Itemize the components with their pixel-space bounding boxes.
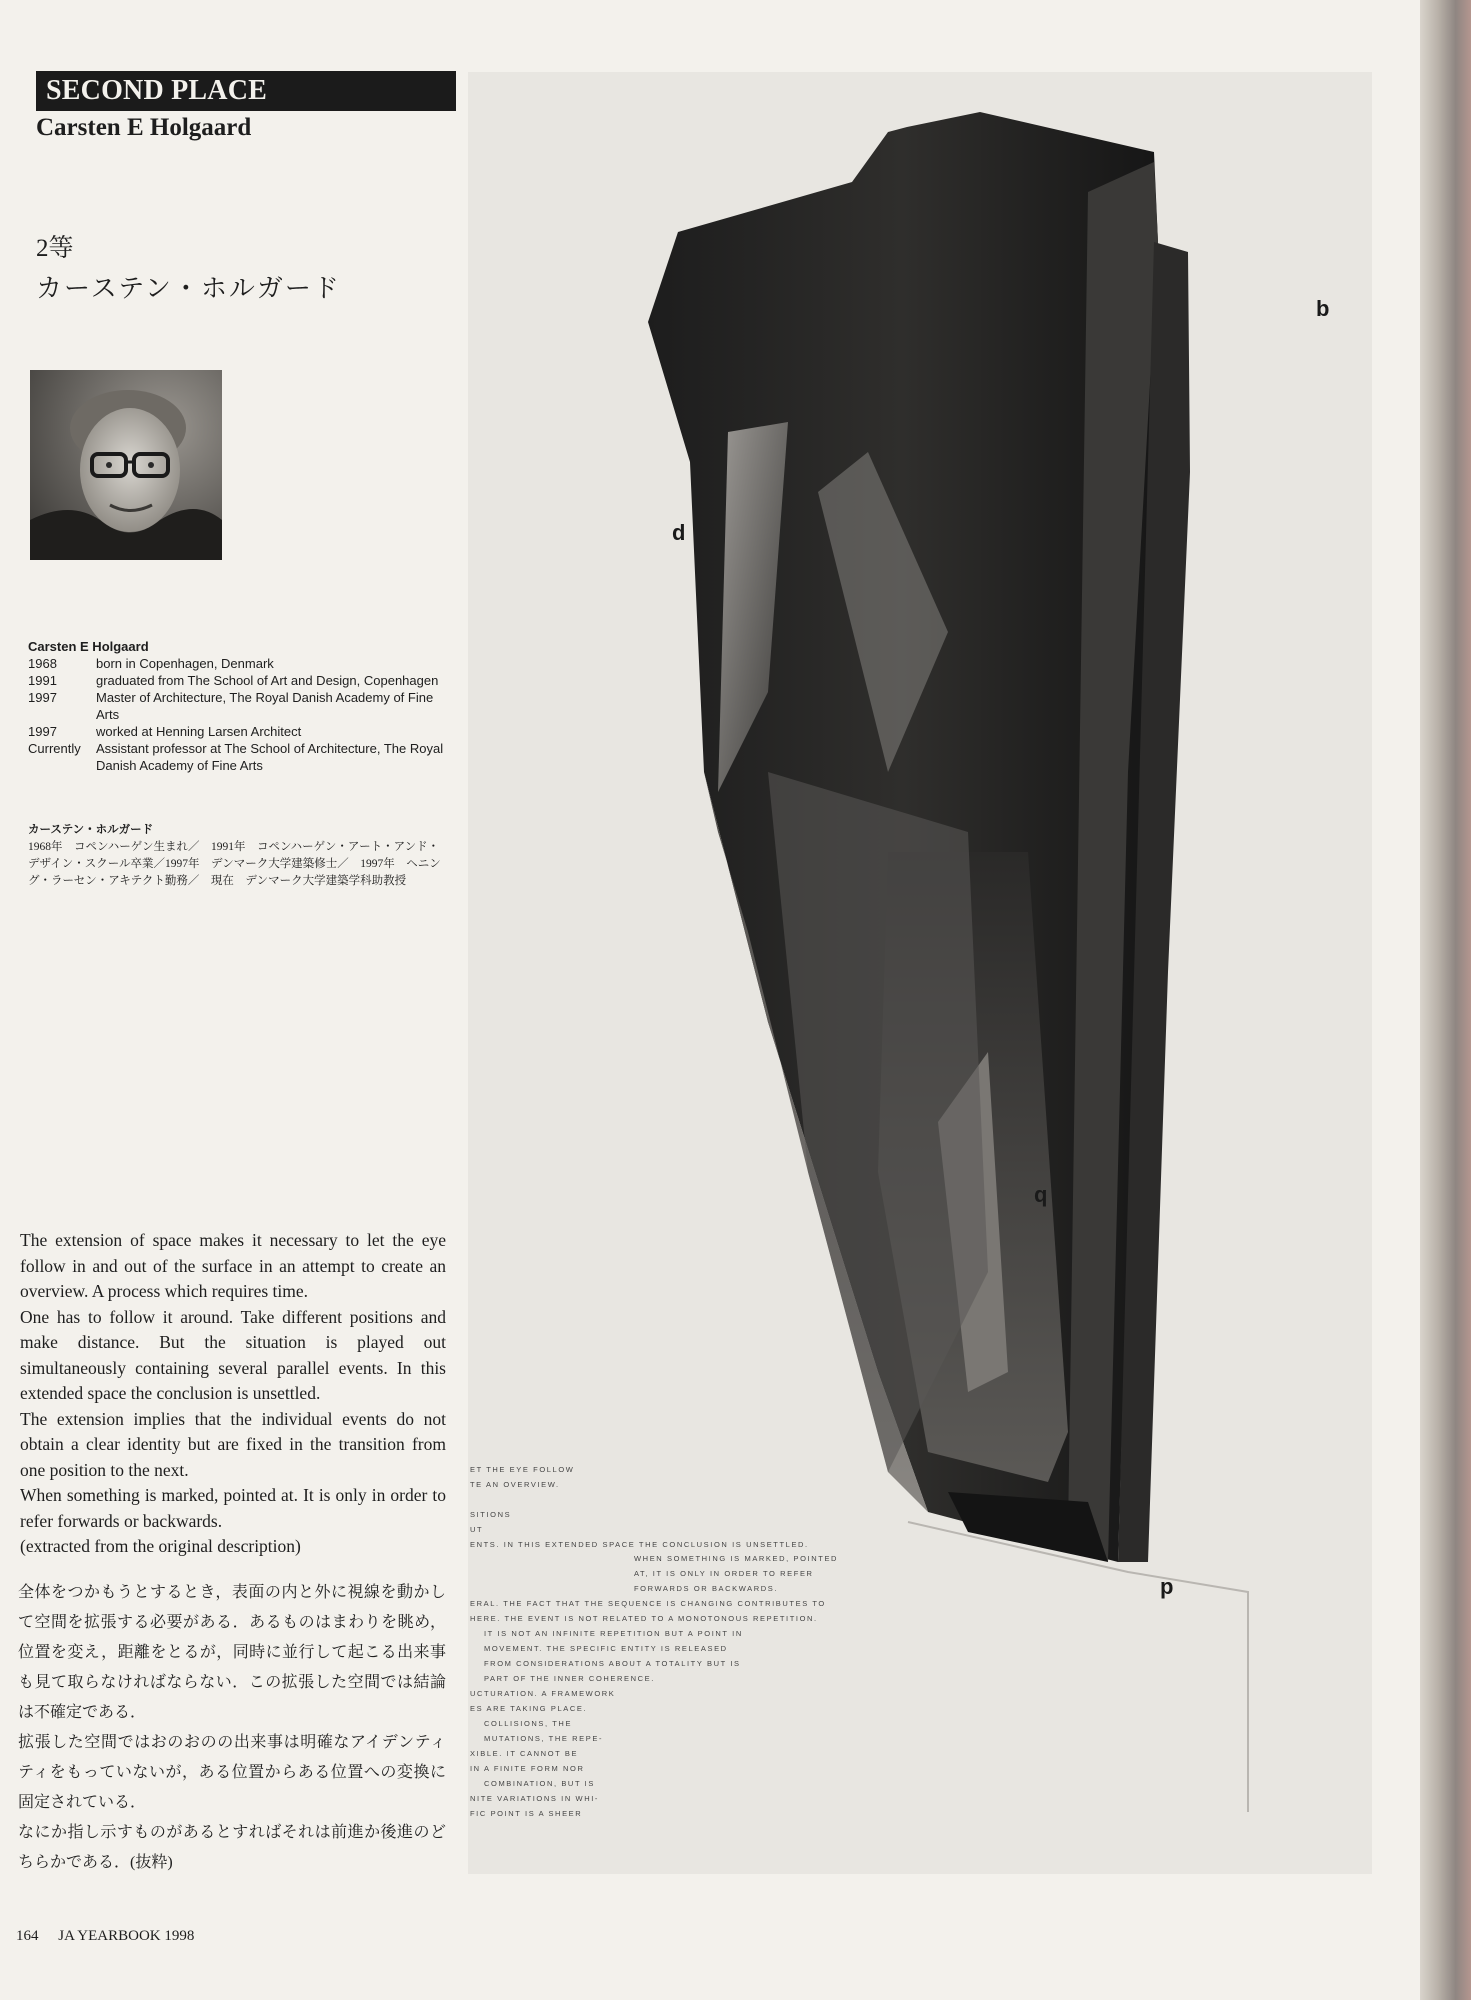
label-d: d bbox=[672, 520, 686, 545]
portrait-photo bbox=[30, 370, 222, 560]
artwork-image bbox=[468, 72, 1372, 1874]
biography-en bbox=[28, 638, 448, 774]
caption-line: FROM CONSIDERATIONS ABOUT A TOTALITY BUT IS bbox=[484, 1659, 741, 1668]
caption-line: WHEN SOMETHING IS MARKED, POINTED bbox=[634, 1554, 839, 1563]
essay-paragraph: The extension implies that the individual events do not obtain a clear identity but are fixed in the transition from one position to the next. bbox=[20, 1408, 446, 1480]
bio-row bbox=[28, 672, 448, 689]
caption-line: FORWARDS OR BACKWARDS. bbox=[634, 1584, 779, 1593]
bio-row bbox=[28, 723, 448, 740]
caption-line: MOVEMENT. THE SPECIFIC ENTITY IS RELEASED bbox=[484, 1644, 728, 1653]
label-b: b bbox=[1316, 296, 1330, 321]
book-binding bbox=[1420, 0, 1471, 2000]
page-footer bbox=[16, 1928, 194, 1945]
caption-line: COMBINATION, BUT IS bbox=[484, 1779, 595, 1788]
caption-line: ET THE EYE FOLLOW bbox=[470, 1465, 575, 1474]
caption-line: MUTATIONS, THE REPE- bbox=[484, 1734, 604, 1743]
essay-jp-paragraph: なにか指し示すものがあるとすればそれは前進か後進のどちらかである．(抜粋) bbox=[18, 1824, 446, 1871]
biography-jp bbox=[28, 822, 448, 890]
architect-name-jp: カーステン・ホルガード bbox=[36, 274, 341, 303]
label-q: q bbox=[1034, 1182, 1048, 1207]
caption-line: ERAL. THE FACT THAT THE SEQUENCE IS CHANGING CONTRIBUTES TO bbox=[470, 1599, 826, 1608]
caption-line: HERE. THE EVENT IS NOT RELATED TO A MONOTONOUS REPETITION. bbox=[470, 1614, 818, 1623]
caption-line: PART OF THE INNER COHERENCE. bbox=[484, 1674, 655, 1683]
caption-line: ENTS. IN THIS EXTENDED SPACE THE CONCLUSION IS UNSETTLED. bbox=[470, 1540, 809, 1549]
bio-year: Currently bbox=[28, 741, 81, 756]
caption-line: UCTURATION. A FRAMEWORK bbox=[470, 1689, 616, 1698]
caption-line: COLLISIONS, THE bbox=[484, 1719, 573, 1728]
award-badge: SECOND PLACE bbox=[36, 71, 456, 111]
bio-text: worked at Henning Larsen Architect bbox=[96, 724, 302, 739]
essay-paragraph: (extracted from the original description) bbox=[20, 1536, 301, 1556]
bio-text: Master of Architecture, The Royal Danish Academy of Fine Arts bbox=[96, 690, 434, 722]
caption-line: AT, IT IS ONLY IN ORDER TO REFER bbox=[634, 1569, 814, 1578]
caption-line: IT IS NOT AN INFINITE REPETITION BUT A POINT IN bbox=[484, 1629, 743, 1638]
bio-jp-title: カーステン・ホルガード bbox=[28, 824, 154, 836]
essay-jp bbox=[18, 1578, 446, 1878]
portrait-icon bbox=[30, 370, 222, 560]
essay-paragraph: When something is marked, pointed at. It is only in order to refer forwards or backwards. bbox=[20, 1485, 446, 1531]
caption-line: ES ARE TAKING PLACE. bbox=[470, 1704, 588, 1713]
caption-line: UT bbox=[470, 1525, 484, 1534]
bio-row bbox=[28, 689, 448, 723]
caption-line: SITIONS bbox=[470, 1510, 512, 1519]
caption-line: IN A FINITE FORM NOR bbox=[470, 1764, 585, 1773]
caption-line: TE AN OVERVIEW. bbox=[470, 1480, 560, 1489]
essay-paragraph: The extension of space makes it necessary to let the eye follow in and out of the surface in an attempt to create an overview. A process which requires time. bbox=[20, 1230, 446, 1301]
label-p: p bbox=[1160, 1574, 1174, 1599]
caption-line: NITE VARIATIONS IN WHI- bbox=[470, 1794, 600, 1803]
essay-paragraph: One has to follow it around. Take different positions and make distance. But the situation is played out simultaneously containing several parallel events. In this extended space the conclusion is unsettled. bbox=[20, 1306, 446, 1403]
publication-title: JA YEARBOOK 1998 bbox=[58, 1928, 195, 1944]
bio-title: Carsten E Holgaard bbox=[28, 639, 149, 654]
page-number: 164 bbox=[16, 1928, 39, 1944]
bio-row bbox=[28, 740, 448, 774]
caption-line: FIC POINT IS A SHEER bbox=[470, 1809, 583, 1818]
bio-year: 1997 bbox=[28, 690, 57, 705]
bio-year: 1997 bbox=[28, 724, 57, 739]
bio-text: graduated from The School of Art and Design, Copenhagen bbox=[96, 673, 439, 688]
essay-jp-paragraph: 拡張した空間ではおのおのの出来事は明確なアイデンティティをもっていないが，ある位置からある位置への変換に固定されている． bbox=[18, 1734, 446, 1811]
bio-row bbox=[28, 655, 448, 672]
bio-year: 1968 bbox=[28, 656, 57, 671]
essay-en bbox=[20, 1228, 446, 1560]
rank-jp: 2等 bbox=[36, 235, 74, 262]
bio-text: Assistant professor at The School of Architecture, The Royal Danish Academy of Fine Arts bbox=[96, 741, 444, 773]
caption-line: XIBLE. IT CANNOT BE bbox=[470, 1749, 579, 1758]
bio-text: born in Copenhagen, Denmark bbox=[96, 656, 274, 671]
bio-jp-text: 1968年 コペンハーゲン生まれ／ 1991年 コペンハーゲン・アート・アンド・デザイン・スクール卒業／1997年 デンマーク大学建築修士／ 1997年 ヘニング・ラーセン・アキテクト勤務／ 現在 デンマーク大学建築学科助教授 bbox=[28, 841, 441, 887]
architect-name: Carsten E Holgaard bbox=[36, 114, 252, 141]
essay-jp-paragraph: 全体をつかもうとするとき，表面の内と外に視線を動かして空間を拡張する必要がある．あるものはまわりを眺め，位置を変え，距離をとるが，同時に並行して起こる出来事も見て取らなければならない．この拡張した空間では結論は不確定である． bbox=[18, 1584, 446, 1721]
bio-year: 1991 bbox=[28, 673, 57, 688]
